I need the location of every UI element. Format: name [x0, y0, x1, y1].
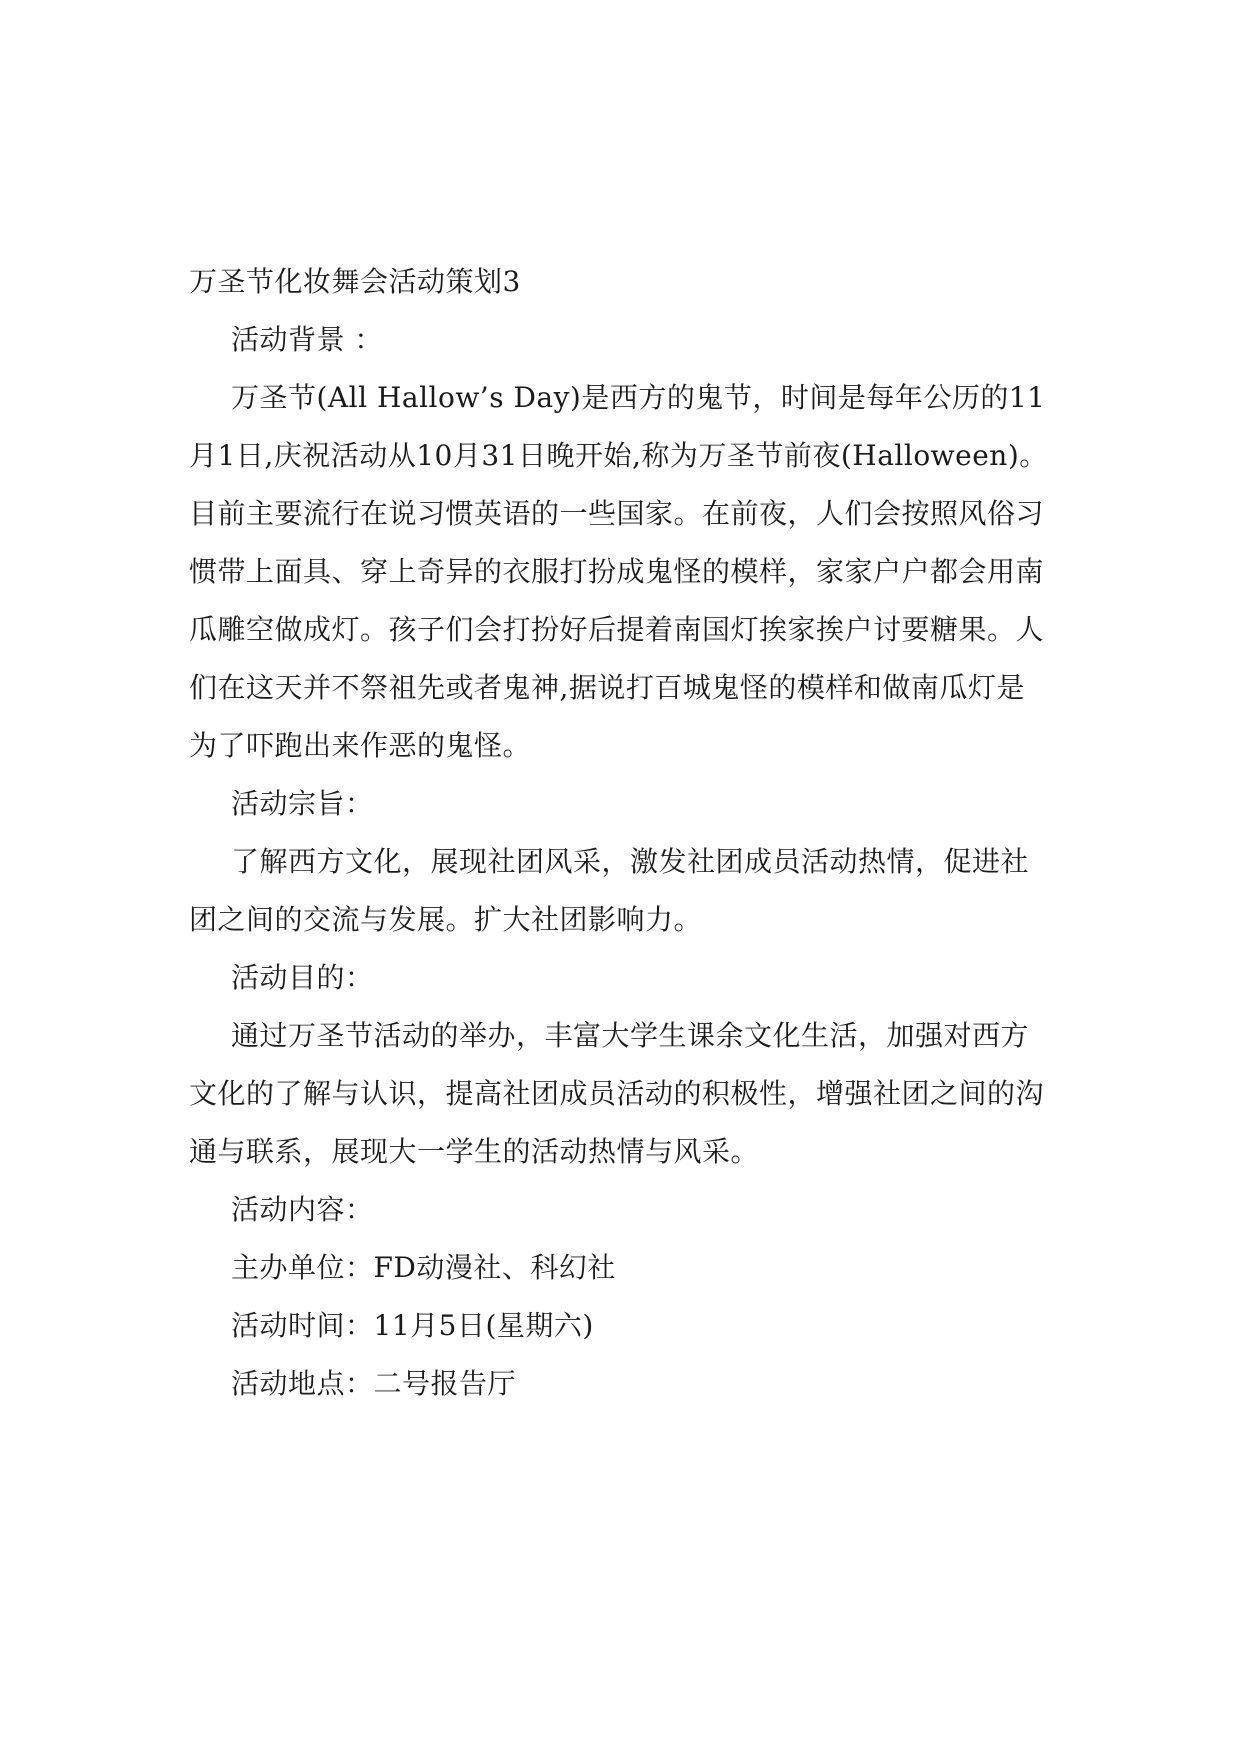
document-title: 万圣节化妆舞会活动策划3: [189, 265, 521, 298]
time-line: 活动时间：11月5日(星期六): [231, 1309, 594, 1342]
background-paragraph-line: 惯带上面具、穿上奇异的衣服打扮成鬼怪的模样，家家户户都会用南: [189, 555, 1045, 588]
goal-paragraph-line: 通过万圣节活动的举办，丰富大学生课余文化生活，加强对西方: [231, 1019, 1030, 1052]
organizer-line: 主办单位：FD动漫社、科幻社: [231, 1251, 616, 1284]
purpose-heading: 活动宗旨：: [231, 787, 374, 820]
background-paragraph-line: 们在这天并不祭祖先或者鬼神,据说打百城鬼怪的模样和做南瓜灯是: [189, 671, 1025, 704]
purpose-paragraph-line: 团之间的交流与发展。扩大社团影响力。: [189, 903, 703, 936]
background-heading: 活动背景 ：: [231, 323, 383, 356]
background-paragraph-line: 月1日,庆祝活动从10月31日晚开始,称为万圣节前夜(Halloween)。: [189, 439, 1048, 472]
goal-heading: 活动目的：: [231, 961, 374, 994]
background-paragraph-line: 目前主要流行在说习惯英语的一些国家。在前夜，人们会按照风俗习: [189, 497, 1045, 530]
content-heading: 活动内容：: [231, 1193, 374, 1226]
background-paragraph-line: 万圣节(All Hallow’s Day)是西方的鬼节，时间是每年公历的11: [231, 381, 1046, 414]
goal-paragraph-line: 文化的了解与认识，提高社团成员活动的积极性，增强社团之间的沟: [189, 1077, 1045, 1110]
purpose-paragraph-line: 了解西方文化，展现社团风采，激发社团成员活动热情，促进社: [231, 845, 1030, 878]
goal-paragraph-line: 通与联系，展现大一学生的活动热情与风采。: [189, 1135, 760, 1168]
background-paragraph-line: 为了吓跑出来作恶的鬼怪。: [189, 729, 532, 762]
location-line: 活动地点：二号报告厅: [231, 1367, 517, 1400]
background-paragraph-line: 瓜雕空做成灯。孩子们会打扮好后提着南国灯挨家挨户讨要糖果。人: [189, 613, 1045, 646]
